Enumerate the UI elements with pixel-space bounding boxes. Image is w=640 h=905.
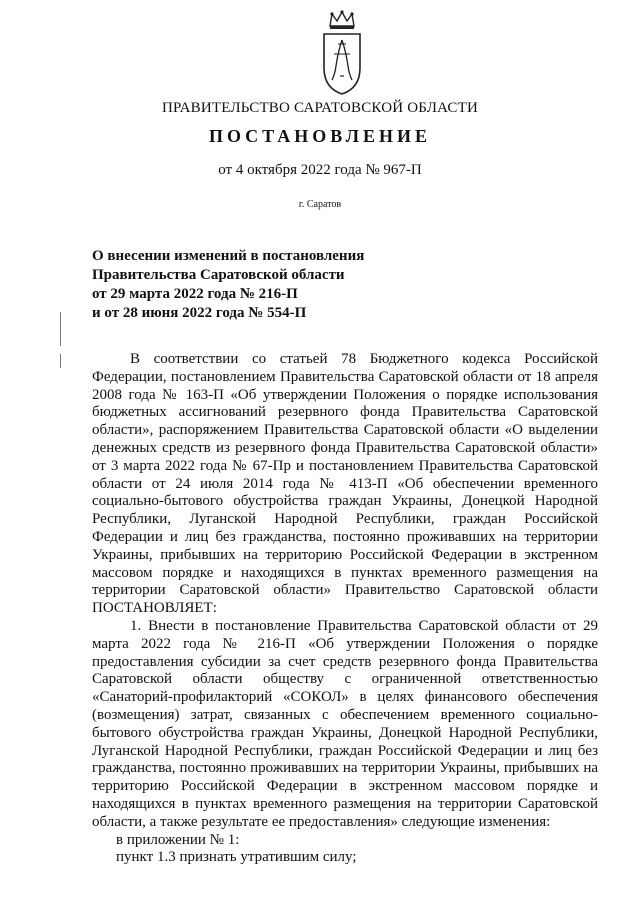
subject-line: и от 28 июня 2022 года № 554-П bbox=[92, 305, 307, 321]
subject-line: О внесении изменений в постановления bbox=[92, 248, 365, 264]
subject-line: от 29 марта 2022 года № 216-П bbox=[92, 286, 298, 302]
document-subject bbox=[92, 247, 452, 323]
body-paragraph: в приложении № 1: bbox=[116, 831, 240, 848]
margin-mark bbox=[60, 354, 61, 368]
document-body bbox=[92, 351, 598, 867]
body-paragraph: В соответствии со статьей 78 Бюджетного кодекса Российской Федерации, постановлением Правительства Саратовской области от 18 апреля 2008 года № 163-П «Об утверждении Положения о порядке использования бюджетных ассигнований резервного фонда Правительства Саратовской области», распоряжением Правительства Саратовской области «О выделении денежных средств из резервного фонда Правительства Саратовской области» от 3 марта 2022 года № 67-Пр и постановлением Правительства Саратовской области от 24 июля 2014 года № 413-П «Об обеспечении временного социально-бытового обустройства граждан Украины, Донецкой Народной Республики, Луганской Народной Республики, граждан Российской Федерации и лиц без гражданства, постоянно проживавших на территории Украины, прибывших на территорию Российской Федерации в экстренном массовом порядке и находящихся в пунктах временного размещения на территории Саратовской области» Правительство Саратовской области ПОСТАНОВЛЯЕТ: bbox=[92, 351, 598, 617]
document-date-number: от 4 октября 2022 года № 967-П bbox=[218, 162, 422, 178]
body-paragraph: пункт 1.3 признать утратившим силу; bbox=[116, 849, 357, 866]
document-type: ПОСТАНОВЛЕНИЕ bbox=[208, 126, 432, 146]
saratov-coat-of-arms-icon bbox=[318, 10, 366, 96]
subject-line: Правительства Саратовской области bbox=[92, 267, 345, 283]
government-name: ПРАВИТЕЛЬСТВО САРАТОВСКОЙ ОБЛАСТИ bbox=[161, 100, 479, 116]
document-city: г. Саратов bbox=[298, 199, 342, 210]
margin-mark bbox=[60, 312, 61, 346]
body-paragraph: 1. Внести в постановление Правительства Саратовской области от 29 марта 2022 года № 216-П «Об утверждении Положения о порядке предоставления субсидии за счет средств резервного фонда Правительства Саратовской области обществу с ограниченной ответственностью «Санаторий-профилакторий «СОКОЛ» в целях финансового обеспечения (возмещения) затрат, связанных с обеспечением временного социально-бытового обустройства граждан Украины, Донецкой Народной Республики, Луганской Народной Республики, граждан Российской Федерации и лиц без гражданства, постоянно проживавших на территории Украины, прибывших на территорию Российской Федерации в экстренном массовом порядке и находящихся в пунктах временного размещения на территории Саратовской области, а также результате ее предоставления» следующие изменения: bbox=[92, 617, 598, 830]
